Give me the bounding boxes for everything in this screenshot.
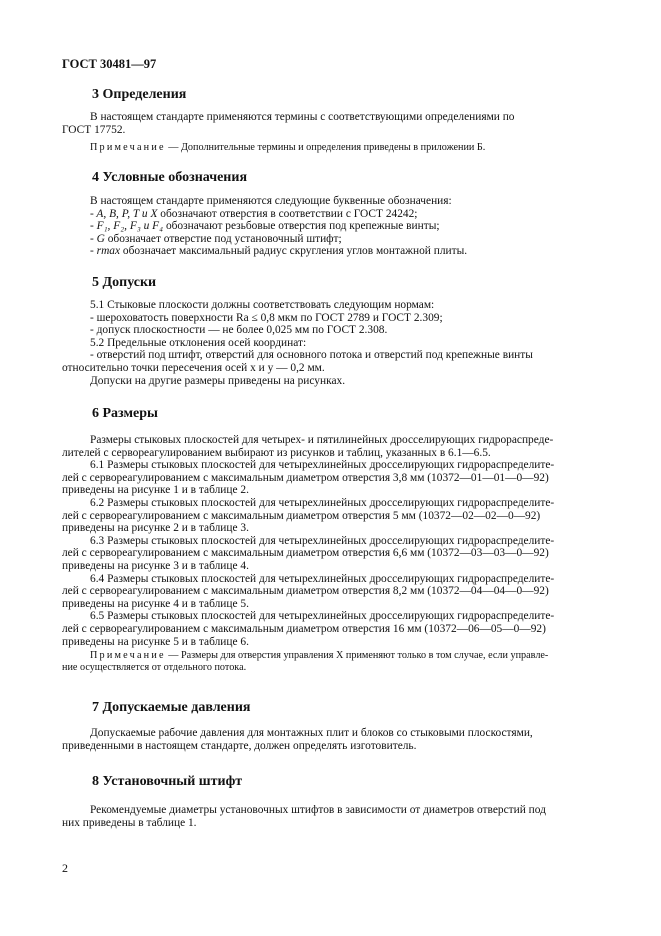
section-5-title: 5 Допуски [92,275,157,290]
note-label: Примечание [90,142,166,153]
section-7-title: 7 Допускаемые давления [92,700,251,715]
section-3-note [62,142,600,154]
symbol: - F₁, F₂, F₃ и F₄ [90,220,164,233]
section-4-body [62,195,600,258]
paragraph: - отверстий под штифт, отверстий для основного потока и отверстий под крепежные винты [90,349,533,362]
section-3-line-2: ГОСТ 17752. [62,123,126,136]
page-number: 2 [62,861,68,875]
list-item: - G обозначает отверстие под установочный штифт; [90,232,342,245]
section-5-body [62,299,600,387]
paragraph: относительно точки пересечения осей x и y — 0,2 мм. [62,361,325,374]
section-6-note: Примечание — Размеры для отверстия управления X применяют только в том случае, если управле- ние осуществляется от отдельного потока. [62,650,549,673]
paragraph: - шероховатость поверхности Ra ≤ 0,8 мкм по ГОСТ 2789 и ГОСТ 2.309; [90,311,443,324]
symbol: - A, B, P, T и X [90,207,158,220]
symbol: - rmax [90,245,121,258]
section-3-body [62,111,600,136]
section-7-body: Допускаемые рабочие давления для монтажных плит и блоков со стыковыми плоскостями, приведенными в настоящем стандарте, должен определять изготовитель. [62,727,533,752]
paragraph: - допуск плоскостности — не более 0,025 мм по ГОСТ 2.308. [90,324,388,337]
section-6-body: Размеры стыковых плоскостей для четырех- и пятилинейных дросселирующих гидрораспреде- лителей с сервореагулированием выбирают из рисунков и таблиц, указанных в 6.1—6.5. 6.1 Размеры стыковых плоскостей для четырехлинейных дросселирующих гидрораспределите- лей с сервореагулированием с максимальным диаметром отверстия 3,8 мм (10372—01—01—0—92) приведены на рисунке 1 и в таблице 2. 6.2 Размеры стыковых плоскостей для четырехлинейных дросселирующих гидрораспределите- лей с сервореагулированием с максимальным диаметром отверстия 5 мм (10372—02—02—0—92) приведены на рисунке 2 и в таблице 3. 6.3 Размеры стыковых плоскостей для четырехлинейных дросселирующих гидрораспределите- лей с сервореагулированием с максимальным диаметром отверстия 6,6 мм (10372—03—03—0—92) приведены на рисунке 3 и в таблице 4. 6.4 Размеры стыковых плоскостей для четырехлинейных дросселирующих гидрораспределите- лей с сервореагулированием с максимальным диаметром отверстия 8,2 мм (10372—04—04—0—92) приведены на рисунке 4 и в таблице 5. 6.5 Размеры стыковых плоскостей для четырехлинейных дросселирующих гидрораспределите- лей с сервореагулированием с максимальным диаметром отверстия 16 мм (10372—06—05—0—92) приведены на рисунке 5 и в таблице 6. [62,434,555,648]
paragraph: Допуски на другие размеры приведены на рисунках. [90,374,346,387]
paragraph: 5.1 Стыковые плоскости должны соответствовать следующим нормам: [90,299,435,311]
section-8-body: Рекомендуемые диаметры установочных штифтов в зависимости от диаметров отверстий под них приведены в таблице 1. [62,804,546,829]
list-item: - F₁, F₂, F₃ и F₄ обозначают резьбовые отверстия под крепежные винты; [90,220,440,233]
section-3-title: 3 Определения [92,87,187,102]
section-4-intro: В настоящем стандарте применяются следующие буквенные обозначения: [90,195,452,207]
list-item: - rmax обозначает максимальный радиус скругления углов монтажной плиты. [90,245,468,258]
list-item: - A, B, P, T и X обозначают отверстия в соответствии с ГОСТ 24242; [90,207,418,220]
section-3-line-1: В настоящем стандарте применяются термины с соответствующими определениями по [90,111,515,123]
note-text: — Дополнительные термины и определения приведены в приложении Б. [165,142,486,153]
section-8-title: 8 Установочный штифт [92,774,243,789]
document-code-header: ГОСТ 30481—97 [62,57,157,71]
section-4-title: 4 Условные обозначения [92,170,248,185]
section-6-title: 6 Размеры [92,406,158,421]
symbol: - G [90,232,105,245]
note-label: Примечание [90,650,166,661]
paragraph: 5.2 Предельные отклонения осей координат: [90,336,307,349]
